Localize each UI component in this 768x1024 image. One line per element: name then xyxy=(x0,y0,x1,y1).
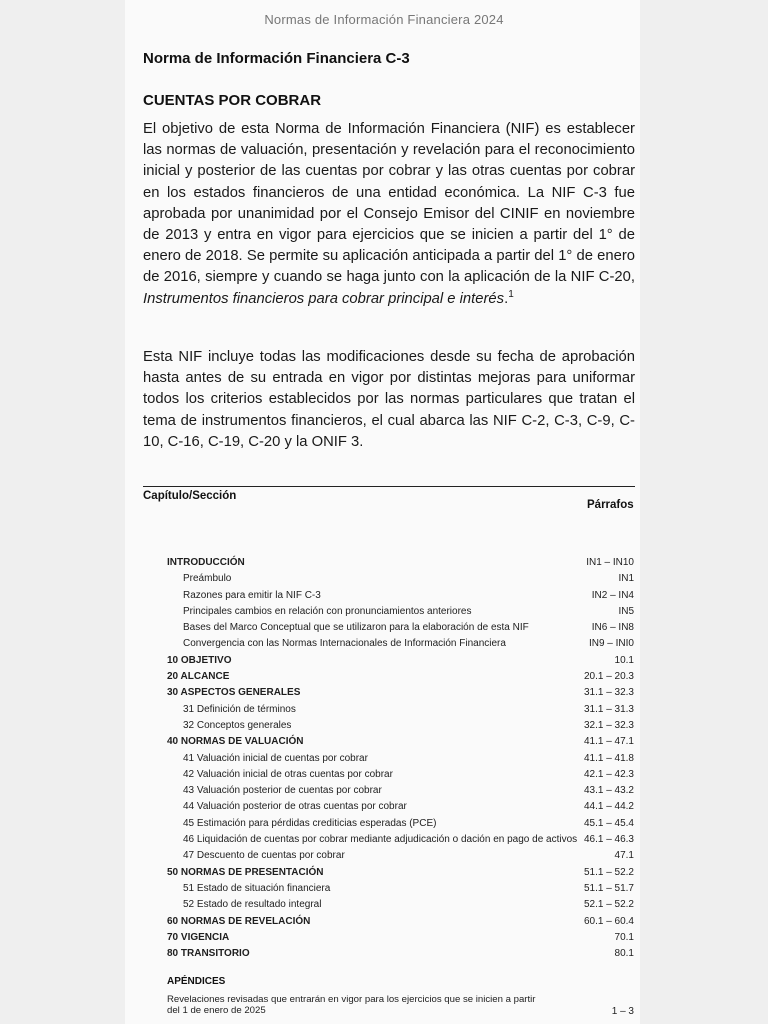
footnote-marker[interactable]: 1 xyxy=(508,288,514,300)
toc-row-label: Preámbulo xyxy=(183,573,232,585)
toc-row-label: 41 Valuación inicial de cuentas por cobrar xyxy=(183,752,368,764)
toc-row-range: 51.1 – 51.7 xyxy=(583,882,634,894)
objective-paragraph xyxy=(143,119,635,310)
toc-row-label: 46 Liquidación de cuentas por cobrar mediante adjudicación o dación en pago de activos xyxy=(183,834,578,846)
toc-row-label: 45 Estimación para pérdidas crediticias esperadas (PCE) xyxy=(183,817,437,829)
table-of-contents xyxy=(0,555,768,962)
toc-row[interactable] xyxy=(0,734,768,750)
toc-row-range: 32.1 – 32.3 xyxy=(583,719,634,731)
toc-row-label: 70 VIGENCIA xyxy=(167,931,230,943)
toc-row-range: IN9 – INI0 xyxy=(588,638,634,650)
toc-row-label: 44 Valuación posterior de otras cuentas por cobrar xyxy=(183,801,407,813)
toc-row-label: Razones para emitir la NIF C-3 xyxy=(183,589,321,601)
toc-row-range: 47.1 xyxy=(614,850,634,862)
toc-row-label: 47 Descuento de cuentas por cobrar xyxy=(183,850,345,862)
toc-row[interactable] xyxy=(0,604,768,620)
toc-row-range: 42.1 – 42.3 xyxy=(583,768,634,780)
toc-row-range: 45.1 – 45.4 xyxy=(583,817,634,829)
modifications-paragraph: Esta NIF incluye todas las modificaciones desde su fecha de aprobación hasta antes de su entrada en vigor por distintas mejoras para uniformar todos los criterios establecidos por las normas particulares que tratan el tema de instrumentos financieros, el cual abarca las NIF C-2, C-3, C-9, C-10, C-16, C-19, C-20 y la ONIF 3. xyxy=(143,349,635,450)
toc-row-range: 52.1 – 52.2 xyxy=(583,899,634,911)
toc-row[interactable] xyxy=(0,669,768,685)
toc-row[interactable] xyxy=(0,718,768,734)
toc-column-header-section: Capítulo/Sección xyxy=(143,490,237,502)
toc-row-label: 42 Valuación inicial de otras cuentas por cobrar xyxy=(183,768,393,780)
paragraph-italic-title: Instrumentos financieros para cobrar principal e interés xyxy=(143,290,505,307)
toc-row-label: Bases del Marco Conceptual que se utilizaron para la elaboración de esta NIF xyxy=(183,622,529,634)
toc-row-range: 31.1 – 32.3 xyxy=(583,687,634,699)
table-divider xyxy=(143,486,635,487)
toc-row-range: IN2 – IN4 xyxy=(591,589,634,601)
toc-row-range: 60.1 – 60.4 xyxy=(583,915,634,927)
toc-row-label: 80 TRANSITORIO xyxy=(167,948,250,960)
toc-row[interactable] xyxy=(0,832,768,848)
toc-row-range: 70.1 xyxy=(614,931,634,943)
toc-row[interactable] xyxy=(0,588,768,604)
toc-row[interactable] xyxy=(0,620,768,636)
toc-row-range: IN1 xyxy=(618,573,634,585)
document-title: Norma de Información Financiera C-3 xyxy=(143,50,410,67)
toc-row[interactable] xyxy=(0,848,768,864)
toc-row-label: 50 NORMAS DE PRESENTACIÓN xyxy=(167,866,324,878)
toc-column-header-paragraphs: Párrafos xyxy=(587,499,634,511)
toc-row-label: 31 Definición de términos xyxy=(183,703,296,715)
appendix-range: 1 – 3 xyxy=(611,1006,634,1017)
toc-row[interactable] xyxy=(0,555,768,571)
toc-row-label: 40 NORMAS DE VALUACIÓN xyxy=(167,736,304,748)
toc-row-range: 80.1 xyxy=(614,948,634,960)
toc-row[interactable] xyxy=(0,636,768,652)
toc-row[interactable] xyxy=(0,685,768,701)
toc-row-range: 51.1 – 52.2 xyxy=(583,866,634,878)
toc-row[interactable] xyxy=(0,783,768,799)
toc-row-label: 30 ASPECTOS GENERALES xyxy=(167,687,301,699)
toc-row-range: IN5 xyxy=(618,605,634,617)
toc-row[interactable] xyxy=(0,865,768,881)
toc-row[interactable] xyxy=(0,946,768,962)
toc-row-range: IN6 – IN8 xyxy=(591,622,634,634)
toc-row[interactable] xyxy=(0,751,768,767)
toc-row[interactable] xyxy=(0,653,768,669)
toc-row-label: 10 OBJETIVO xyxy=(167,654,232,666)
toc-row-label: Principales cambios en relación con pronunciamientos anteriores xyxy=(183,605,472,617)
toc-row-label: 32 Conceptos generales xyxy=(183,719,292,731)
toc-row[interactable] xyxy=(0,914,768,930)
toc-row[interactable] xyxy=(0,897,768,913)
toc-row-range: 41.1 – 47.1 xyxy=(583,736,634,748)
paragraph-text: El objetivo de esta Norma de Información Financiera (NIF) es establecer las normas de valuación, presentación y revelación para el reconocimiento inicial y posterior de las cuentas por cobrar y las otras cuentas por cobrar en los estados financieros de una entidad económica. La NIF C-3 fue aprobada por unanimidad por el Consejo Emisor del CINIF en noviembre de 2013 y entra en vigor para ejercicios que se inicien a partir del 1° de enero de 2018. Se permite su aplicación anticipada a partir del 1° de enero de 2016, siempre y cuando se haga junto con la aplicación de la NIF C-20, xyxy=(143,121,635,286)
toc-row-label: 60 NORMAS DE REVELACIÓN xyxy=(167,915,311,927)
toc-row-label: INTRODUCCIÓN xyxy=(167,557,245,568)
toc-row[interactable] xyxy=(0,816,768,832)
toc-row-label: 52 Estado de resultado integral xyxy=(183,899,322,911)
toc-row[interactable] xyxy=(0,702,768,718)
toc-row-label: Convergencia con las Normas Internacionales de Información Financiera xyxy=(183,638,506,650)
section-title: CUENTAS POR COBRAR xyxy=(143,92,322,109)
toc-row-range: 43.1 – 43.2 xyxy=(583,785,634,797)
toc-row-range: 10.1 xyxy=(614,654,634,666)
paragraph-period: . xyxy=(504,290,509,307)
toc-row[interactable] xyxy=(0,881,768,897)
appendix-title: APÉNDICES xyxy=(167,976,226,987)
toc-row-range: 44.1 – 44.2 xyxy=(583,801,634,813)
toc-row-label: 43 Valuación posterior de cuentas por cobrar xyxy=(183,785,382,797)
toc-row-label: 51 Estado de situación financiera xyxy=(183,882,331,894)
toc-row-range: 41.1 – 41.8 xyxy=(583,752,634,764)
toc-row-range: 46.1 – 46.3 xyxy=(583,834,634,846)
toc-row[interactable] xyxy=(0,767,768,783)
toc-row[interactable] xyxy=(0,930,768,946)
toc-row-range: IN1 – IN10 xyxy=(586,557,634,568)
running-header: Normas de Información Financiera 2024 xyxy=(264,12,504,27)
appendix-description: Revelaciones revisadas que entrarán en vigor para los ejercicios que se inicien a partir del 1 de enero de 2025 xyxy=(167,994,536,1016)
toc-row-range: 31.1 – 31.3 xyxy=(583,703,634,715)
toc-row[interactable] xyxy=(0,571,768,587)
toc-row-label: 20 ALCANCE xyxy=(167,671,230,683)
toc-row[interactable] xyxy=(0,799,768,815)
toc-row-range: 20.1 – 20.3 xyxy=(583,671,634,683)
